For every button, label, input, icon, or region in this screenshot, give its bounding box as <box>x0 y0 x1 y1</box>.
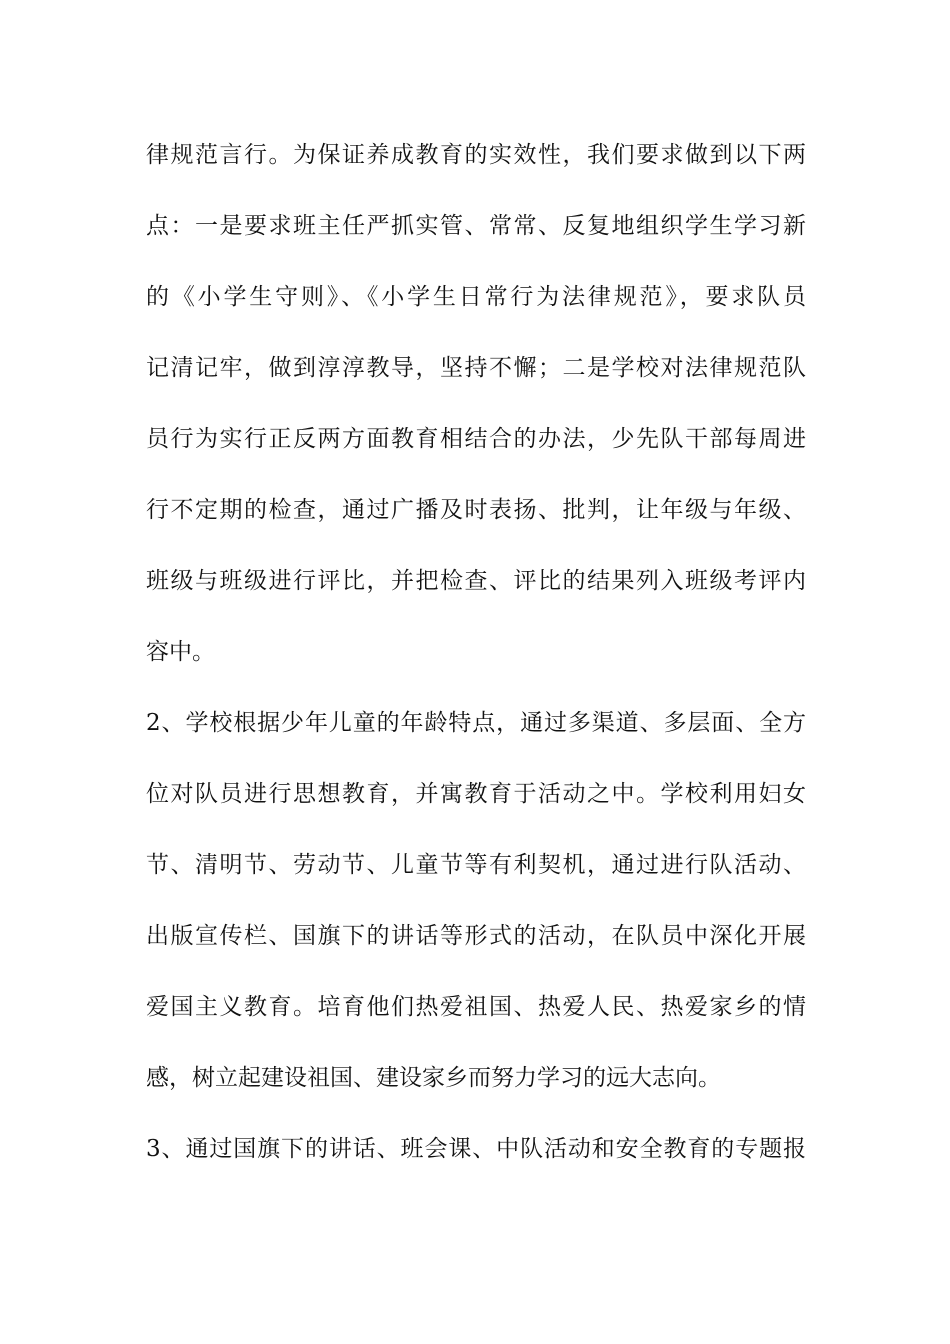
text-line: 班级与班级进行评比，并把检查、评比的结果列入班级考评内 <box>146 568 806 594</box>
text-line: 3、通过国旗下的讲话、班会课、中队活动和安全教育的专题报 <box>146 1136 806 1162</box>
text-line: 律规范言行。为保证养成教育的实效性，我们要求做到以下两 <box>146 142 806 168</box>
text-line: 2、学校根据少年儿童的年龄特点，通过多渠道、多层面、全方 <box>146 710 806 736</box>
text-line: 行不定期的检查，通过广播及时表扬、批判，让年级与年级、 <box>146 497 806 523</box>
text-line: 感，树立起建设祖国、建设家乡而努力学习的远大志向。 <box>146 1065 721 1091</box>
text-line: 爱国主义教育。培育他们热爱祖国、热爱人民、热爱家乡的情 <box>146 994 806 1020</box>
text-line: 员行为实行正反两方面教育相结合的办法，少先队干部每周进 <box>146 426 806 452</box>
text-line: 记清记牢，做到淳淳教导，坚持不懈；二是学校对法律规范队 <box>146 355 806 381</box>
text-line: 点：一是要求班主任严抓实管、常常、反复地组织学生学习新 <box>146 213 806 239</box>
text-line: 节、清明节、劳动节、儿童节等有利契机，通过进行队活动、 <box>146 852 806 878</box>
text-line: 出版宣传栏、国旗下的讲话等形式的活动，在队员中深化开展 <box>146 923 806 949</box>
text-line: 容中。 <box>146 639 215 665</box>
text-line: 位对队员进行思想教育，并寓教育于活动之中。学校利用妇女 <box>146 781 806 807</box>
text-line: 的《小学生守则》、《小学生日常行为法律规范》，要求队员 <box>146 284 806 310</box>
